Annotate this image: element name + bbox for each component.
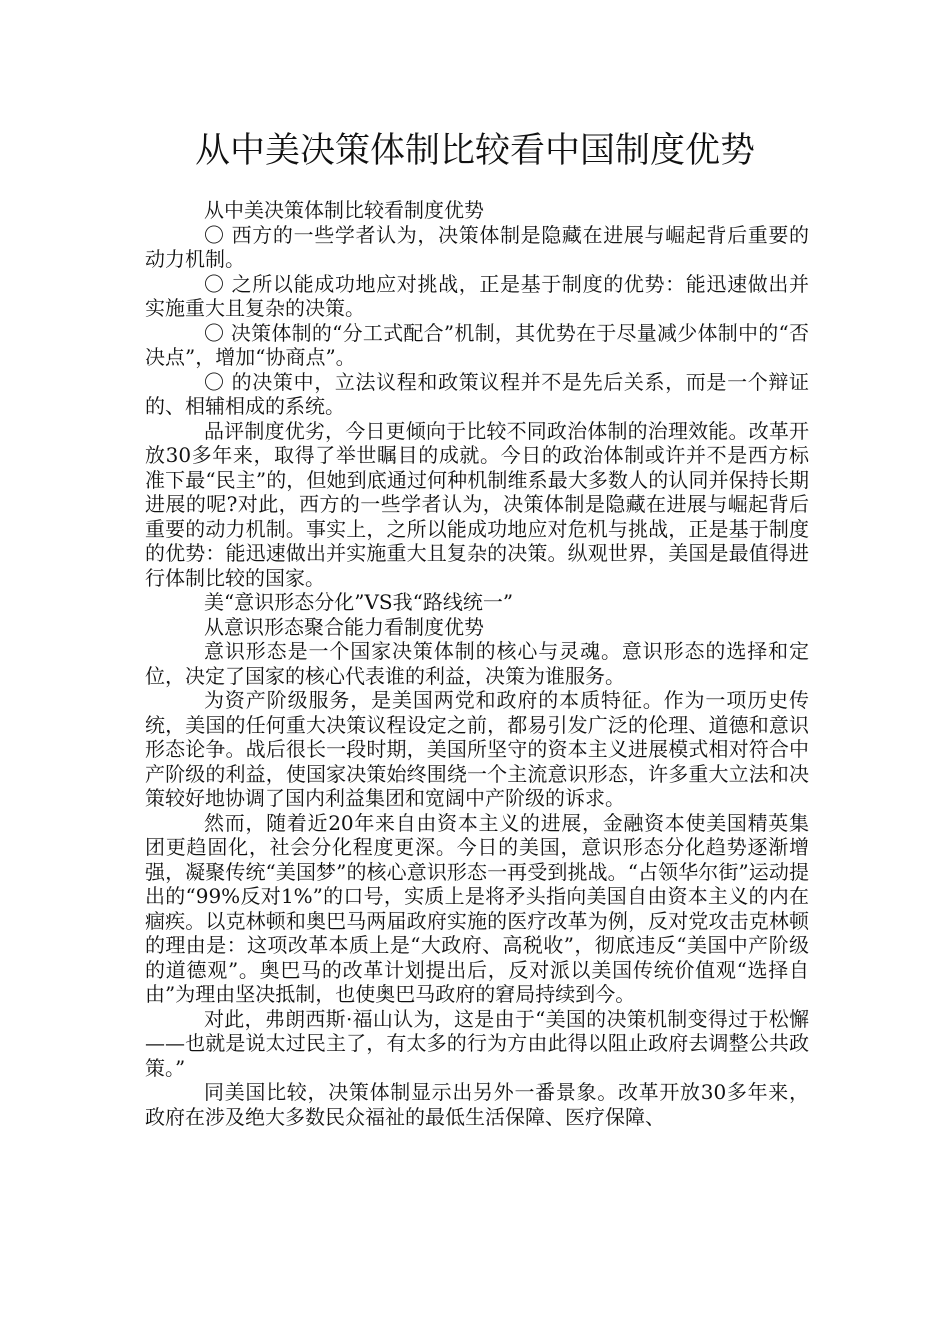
- paragraph: 从中美决策体制比较看制度优势: [204, 198, 484, 222]
- paragraph: 然而，随着近20年来自由资本主义的进展，金融资本使美国精英集团更趋固化，社会分化程度更深。今日的美国，意识形态分化趋势逐渐增强，凝聚传统“美国梦”的核心意识形态一再受到挑战。“占领华尔街”运动提出的“99%反对1%”的口号，实质上是将矛头指向美国自由资本主义的内在痼疾。以克林顿和奥巴马两届政府实施的医疗改革为例，反对党攻击克林顿的理由是：这项改革本质上是“大政府、高税收”，彻底违反“美国中产阶级的道德观”。奥巴马的改革计划提出后，反对派以美国传统价值观“选择自由”为理由坚决抵制，也使奥巴马政府的窘局持续到今。: [145, 810, 809, 1006]
- paragraph: 品评制度优劣，今日更倾向于比较不同政治体制的治理效能。改革开放30多年来，取得了举世瞩目的成就。今日的政治体制或许并不是西方标准下最“民主”的，但她到底通过何种机制维系最大多数人的认同并保持长期进展的呢?对此，西方的一些学者认为，决策体制是隐藏在进展与崛起背后重要的动力机制。事实上，之所以能成功地应对危机与挑战，正是基于制度的优势：能迅速做出并实施重大且复杂的决策。纵观世界，美国是最值得进行体制比较的国家。: [145, 418, 809, 590]
- document-body: [145, 198, 809, 1129]
- paragraph: 意识形态是一个国家决策体制的核心与灵魂。意识形态的选择和定位，决定了国家的核心代表谁的利益，决策为谁服务。: [145, 639, 809, 688]
- paragraph: 同美国比较，决策体制显示出另外一番景象。改革开放30多年来，政府在涉及绝大多数民众福祉的最低生活保障、医疗保障、: [145, 1080, 809, 1129]
- page-title: 从中美决策体制比较看中国制度优势: [194, 131, 755, 171]
- paragraph: 〇 决策体制的“分工式配合”机制，其优势在于尽量减少体制中的“否决点”，增加“协商点”。: [145, 320, 809, 369]
- paragraph: 〇 的决策中，立法议程和政策议程并不是先后关系，而是一个辩证的、相辅相成的系统。: [145, 369, 809, 418]
- paragraph: 〇 西方的一些学者认为，决策体制是隐藏在进展与崛起背后重要的动力机制。: [145, 222, 809, 271]
- paragraph: 美“意识形态分化”VS我“路线统一”: [204, 590, 514, 614]
- paragraph: 为资产阶级服务，是美国两党和政府的本质特征。作为一项历史传统，美国的任何重大决策议程设定之前，都易引发广泛的伦理、道德和意识形态论争。战后很长一段时期，美国所坚守的资本主义进展模式相对符合中产阶级的利益，使国家决策始终围绕一个主流意识形态，许多重大立法和决策较好地协调了国内利益集团和宽阔中产阶级的诉求。: [145, 688, 809, 810]
- paragraph: 对此，弗朗西斯·福山认为，这是由于“美国的决策机制变得过于松懈——也就是说太过民主了，有太多的行为方由此得以阻止政府去调整公共政策。”: [145, 1006, 809, 1080]
- paragraph: 从意识形态聚合能力看制度优势: [204, 614, 484, 639]
- paragraph: 〇 之所以能成功地应对挑战，正是基于制度的优势：能迅速做出并实施重大且复杂的决策。: [145, 271, 809, 320]
